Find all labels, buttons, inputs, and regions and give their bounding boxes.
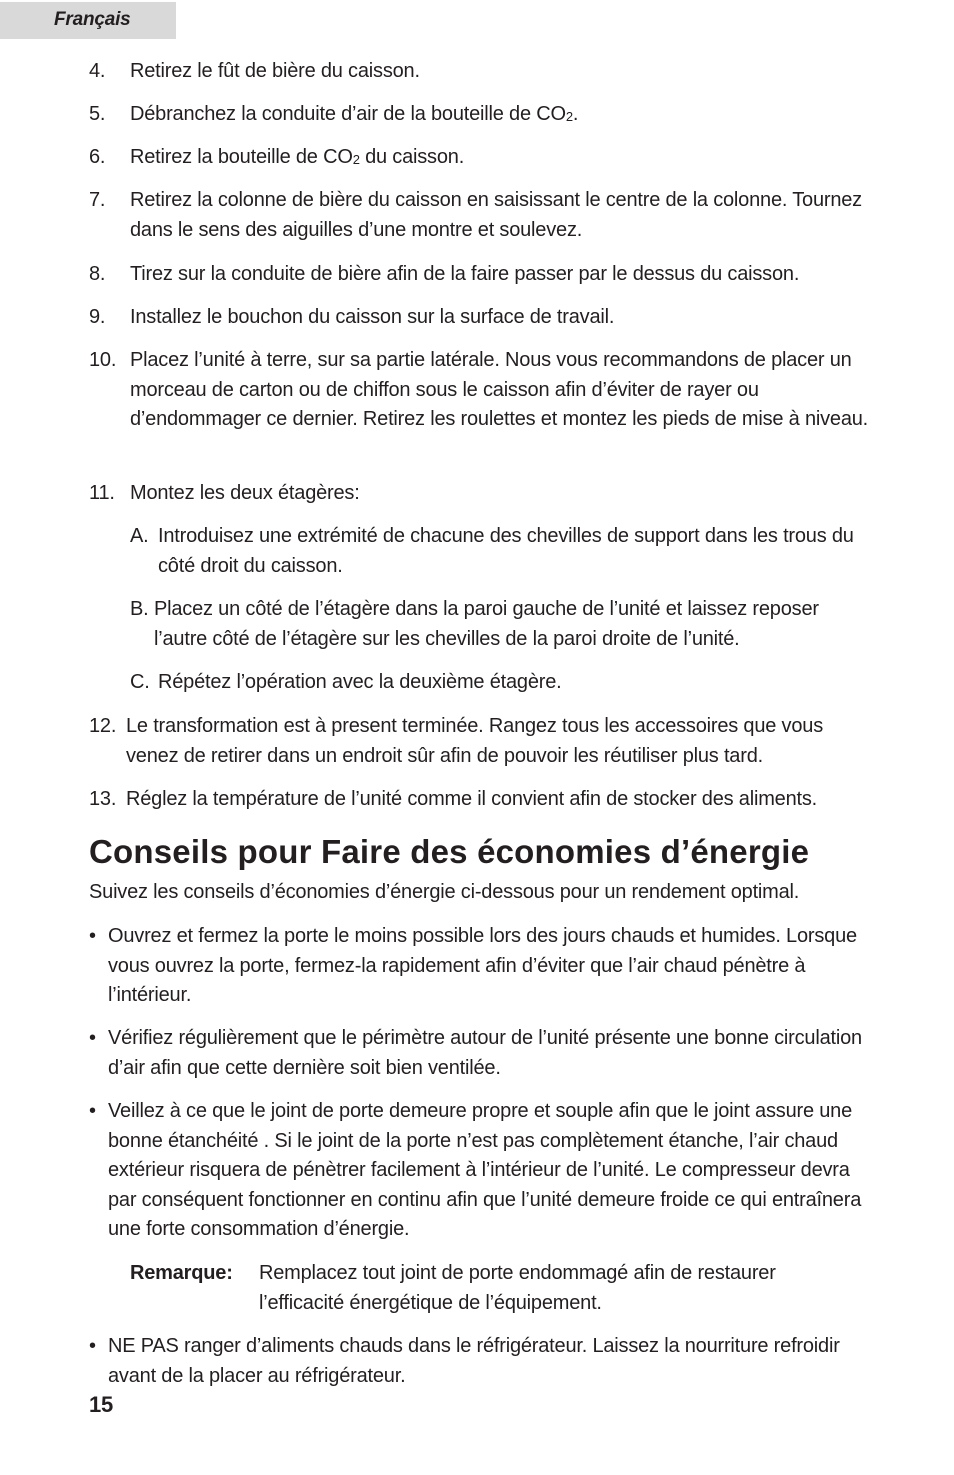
section-intro: Suivez les conseils d’économies d’énergie ci-dessous pour un rendement optimal. — [89, 881, 800, 903]
bullet-dot: • — [89, 925, 96, 947]
step-number: 8. — [89, 263, 106, 285]
substep-text: Placez un côté de l’étagère dans la paroi gauche de l’unité et laissez reposer l’autre côté de l’étagère sur les chevilles de la paroi droite de l’unité. — [154, 598, 819, 650]
step-number: 11. — [89, 482, 115, 504]
bullet-item — [89, 922, 879, 1011]
bullet-text: Veillez à ce que le joint de porte demeure propre et souple afin que le joint assure une bonne étanchéité . Si le joint de la porte n’est pas complètement étanche, l’air chaud extérieur risquera de pénètrer facilement à l’intérieur de l’unité. Le compresseur devra par conséquent fonctionner en continu afin que l’unité demeure froide ce qui entraînera une forte consommation d’énergie. — [108, 1100, 862, 1240]
substep-item — [130, 522, 875, 581]
step-item — [89, 186, 879, 245]
step-text: Le transformation est à present terminée. Rangez tous les accessoires que vous venez de retirer dans un endroit sûr afin de pouvoir les réutiliser plus tard. — [126, 715, 823, 767]
step-text: Tirez sur la conduite de bière afin de la faire passer par le dessus du caisson. — [130, 263, 800, 285]
step-number: 13. — [89, 788, 117, 810]
bullet-item — [89, 1332, 879, 1391]
bullet-dot: • — [89, 1027, 96, 1049]
step-text: Montez les deux étagères: — [130, 482, 360, 504]
substep-text: Répétez l’opération avec la deuxième étagère. — [158, 671, 562, 693]
substep-text: Introduisez une extrémité de chacune des chevilles de support dans les trous du côté droit du caisson. — [158, 525, 854, 577]
bullet-item — [89, 1024, 879, 1083]
remark-label: Remarque: — [130, 1262, 233, 1284]
step-text: Retirez le fût de bière du caisson. — [130, 60, 420, 82]
step-text: Réglez la température de l’unité comme il convient afin de stocker des aliments. — [126, 788, 818, 810]
substep-item — [130, 595, 875, 654]
remark-note — [130, 1259, 850, 1318]
substep-item — [130, 668, 875, 698]
step-number: 5. — [89, 103, 106, 125]
bullet-text: Ouvrez et fermez la porte le moins possible lors des jours chauds et humides. Lorsque vous ouvrez la porte, fermez-la rapidement afin d’éviter que l’air chaud pénètre à l’intérieur. — [108, 925, 857, 1006]
step-number: 7. — [89, 189, 106, 211]
step-text: Placez l’unité à terre, sur sa partie latérale. Nous vous recommandons de placer un morceau de carton ou de chiffon sous le caisson afin d’éviter de rayer ou d’endommager ce dernier. Retirez les roulettes et montez les pieds de mise à niveau. — [130, 349, 869, 430]
step-item — [89, 260, 879, 290]
step-item — [89, 100, 879, 131]
remark-text: Remplacez tout joint de porte endommagé afin de restaurer l’efficacité énergétique de l’équipement. — [259, 1262, 776, 1314]
step-item — [89, 346, 879, 435]
section-title: Conseils pour Faire des économies d’énergie — [89, 833, 810, 870]
bullet-dot: • — [89, 1335, 96, 1357]
language-tab-label: Français — [54, 9, 131, 30]
step-item — [89, 479, 879, 509]
bullet-dot: • — [89, 1100, 96, 1122]
step-number: 10. — [89, 349, 117, 371]
bullet-text: NE PAS ranger d’aliments chauds dans le réfrigérateur. Laissez la nourriture refroidir avant de la placer au réfrigérateur. — [108, 1335, 840, 1387]
step-item — [89, 785, 879, 815]
step-number: 6. — [89, 146, 106, 168]
step-item — [89, 712, 879, 771]
step-number: 9. — [89, 306, 106, 328]
substep-letter: B. — [130, 598, 149, 620]
bullet-item — [89, 1097, 879, 1245]
step-number: 4. — [89, 60, 106, 82]
substep-letter: A. — [130, 525, 149, 547]
step-text: Installez le bouchon du caisson sur la surface de travail. — [130, 306, 615, 328]
page-number: 15 — [89, 1392, 114, 1417]
step-text: Débranchez la conduite d’air de la bouteille de $CO_2$. — [130, 103, 579, 125]
step-item — [89, 143, 879, 174]
language-tab — [0, 2, 176, 39]
bullet-text: Vérifiez régulièrement que le périmètre autour de l’unité présente une bonne circulation d’air afin que cette dernière soit bien ventilée. — [108, 1027, 862, 1079]
step-text: Retirez la colonne de bière du caisson en saisissant le centre de la colonne. Tournez dans le sens des aiguilles d’une montre et soulevez. — [130, 189, 862, 241]
step-item — [89, 57, 879, 87]
substep-letter: C. — [130, 671, 150, 693]
step-text: Retirez la bouteille de $CO_2$ du caisson. — [130, 146, 465, 168]
step-item — [89, 303, 879, 333]
step-number: 12. — [89, 715, 117, 737]
